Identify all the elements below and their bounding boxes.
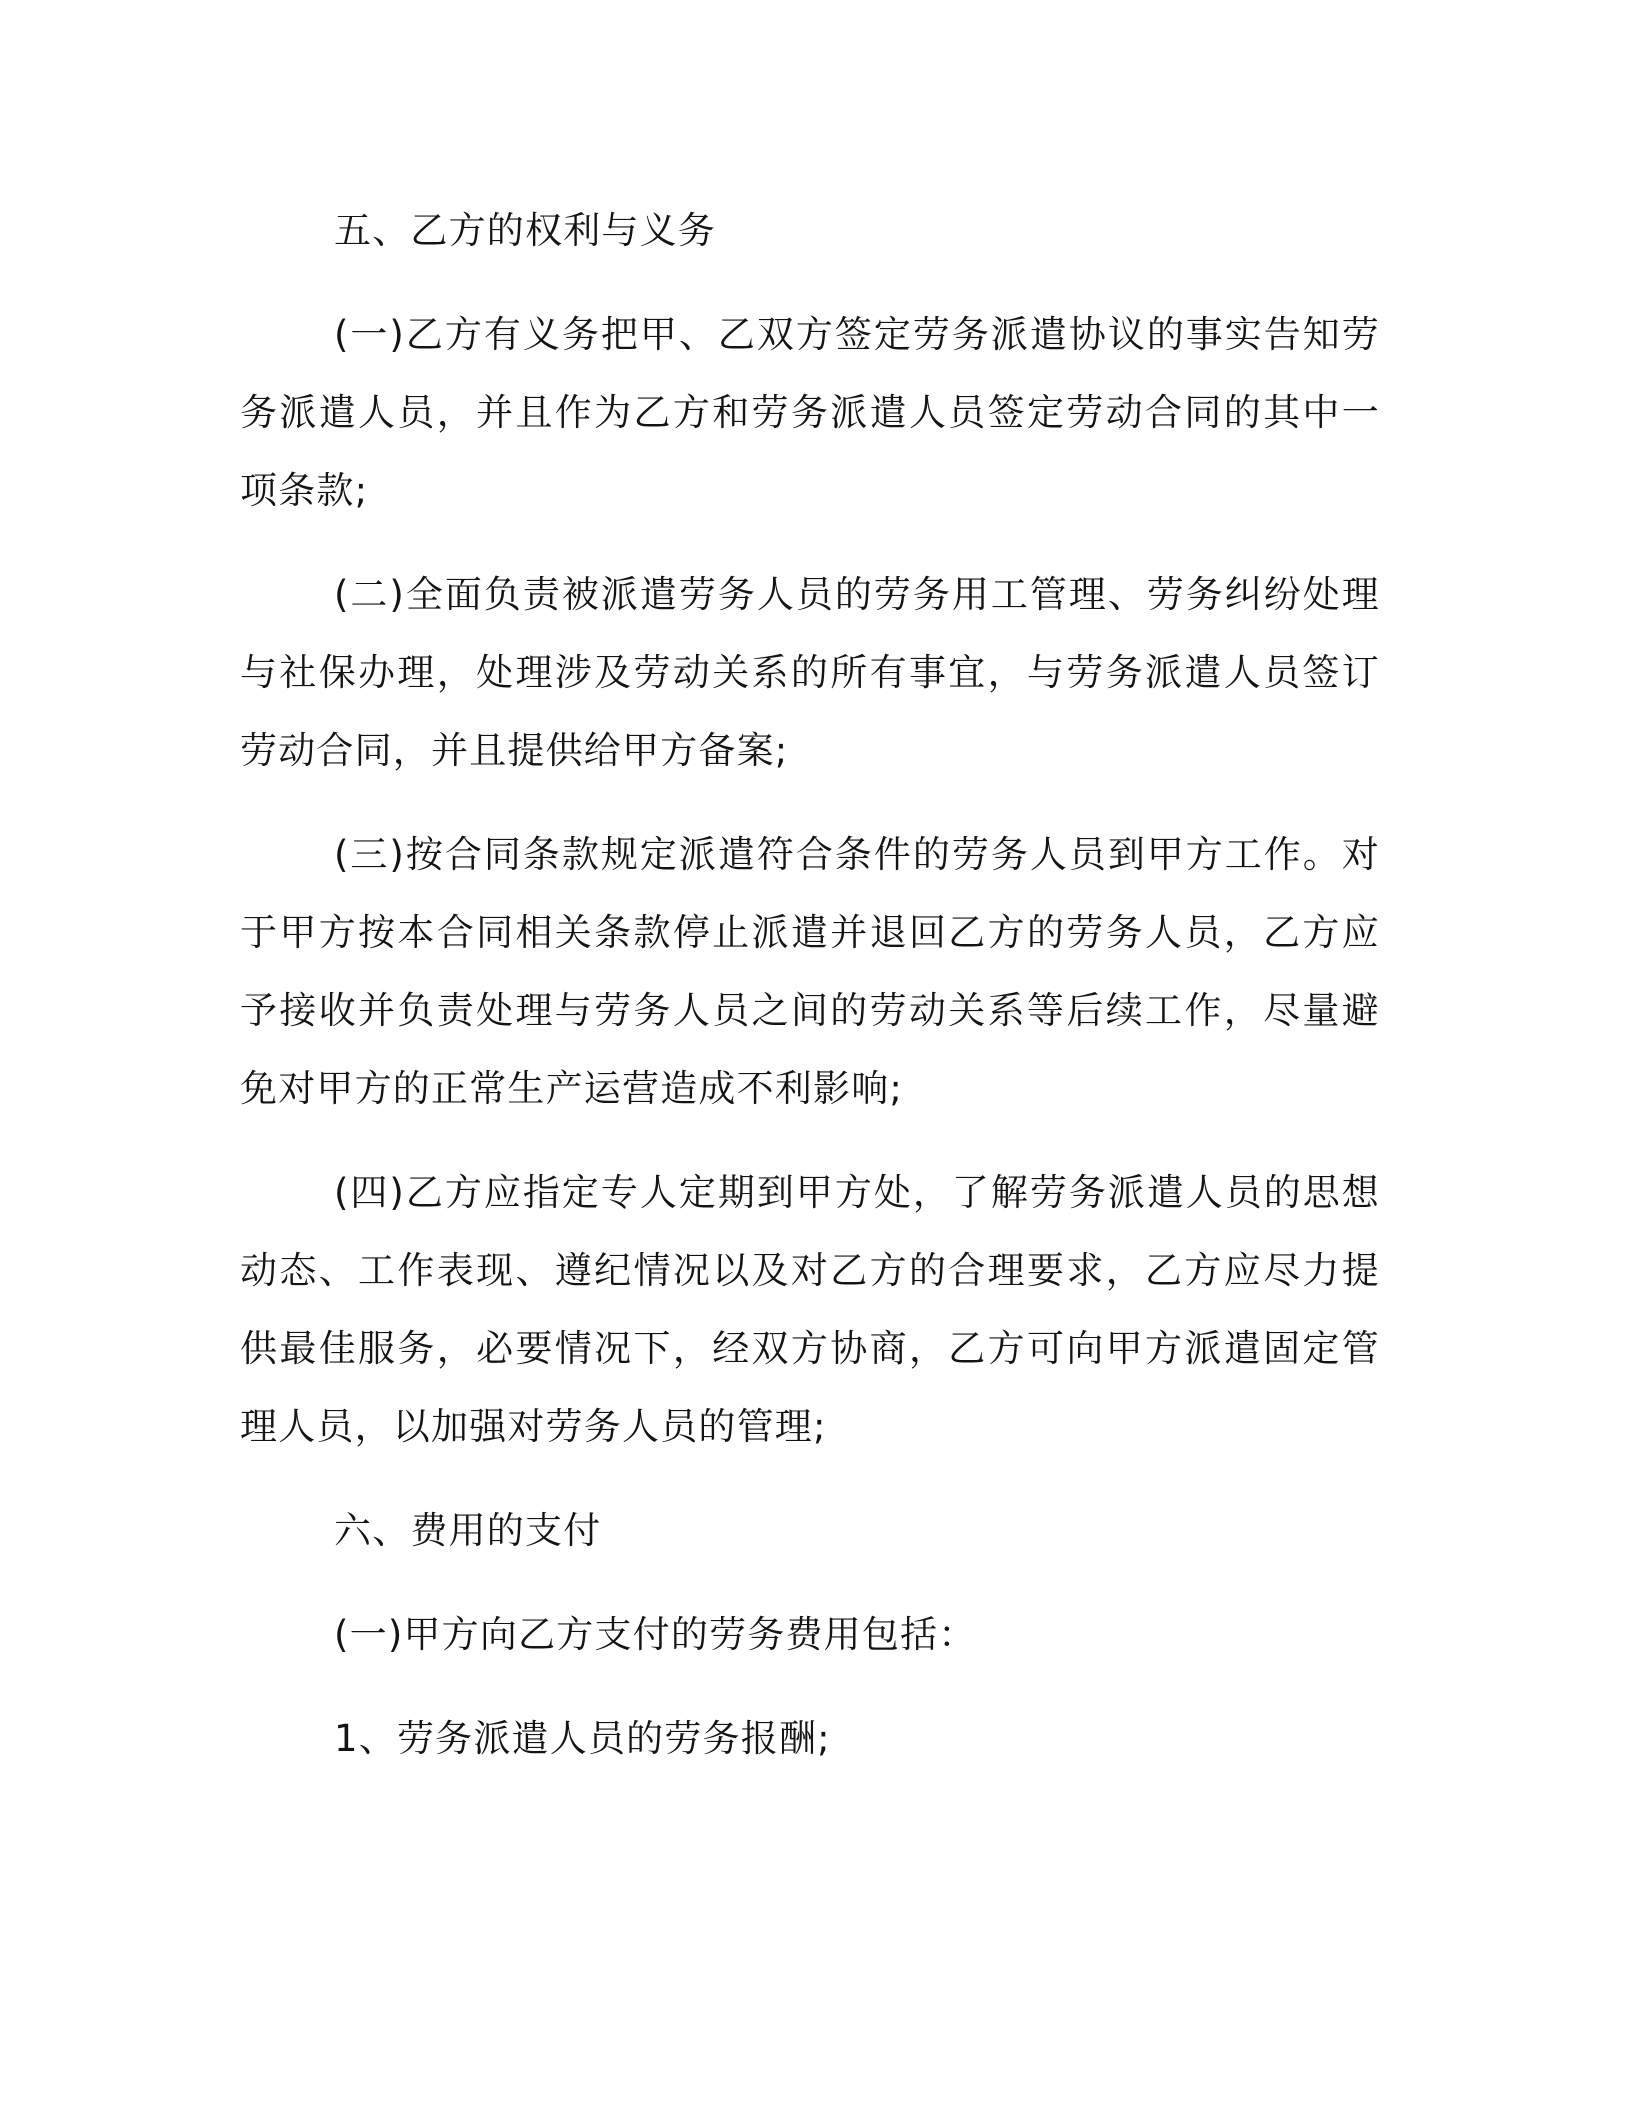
section-5-item-3: (三)按合同条款规定派遣符合条件的劳务人员到甲方工作。对于甲方按本合同相关条款停止派遣并退回乙方的劳务人员，乙方应予接收并负责处理与劳务人员之间的劳动关系等后续工作，尽量避免对甲方的正常生产运营造成不利影响; — [240, 833, 1380, 1110]
section-6-heading: 六、费用的支付 — [334, 1509, 602, 1552]
section-6-subheading: (一)甲方向乙方支付的劳务费用包括： — [334, 1613, 977, 1656]
section-5-item-1: (一)乙方有义务把甲、乙双方签定劳务派遣协议的事实告知劳务派遣人员，并且作为乙方和劳务派遣人员签定劳动合同的其中一项条款; — [240, 313, 1380, 512]
section-5-item-4: (四)乙方应指定专人定期到甲方处，了解劳务派遣人员的思想动态、工作表现、遵纪情况以及对乙方的合理要求，乙方应尽力提供最佳服务，必要情况下，经双方协商，乙方可向甲方派遣固定管理人员，以加强对劳务人员的管理; — [240, 1171, 1380, 1448]
section-6-item-1: 1、劳务派遣人员的劳务报酬; — [334, 1717, 831, 1760]
section-5-item-2: (二)全面负责被派遣劳务人员的劳务用工管理、劳务纠纷处理与社保办理，处理涉及劳动关系的所有事宜，与劳务派遣人员签订劳动合同，并且提供给甲方备案; — [240, 573, 1380, 772]
document-body — [240, 192, 1380, 1804]
section-5-heading: 五、乙方的权利与义务 — [334, 209, 716, 252]
